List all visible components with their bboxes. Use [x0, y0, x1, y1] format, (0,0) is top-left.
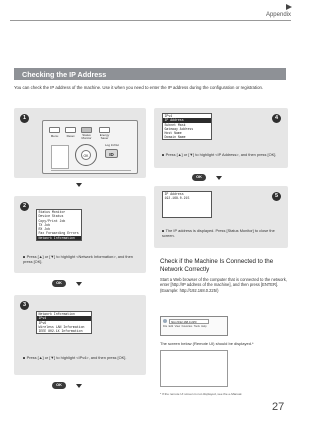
browser-menu-bar	[163, 325, 227, 328]
menu-key	[49, 127, 60, 133]
step2-number: 2	[20, 202, 29, 211]
section-body: Start a Web browser of the computer that is connected to the network, enter [http://IP address of the machine], and then press [ENTER]. (Example: http://192.168.0.225/)	[160, 277, 287, 293]
step1-number: 1	[20, 114, 29, 123]
step3-lcd-screen	[36, 311, 92, 334]
browser-menu-item: Favorites	[181, 325, 193, 328]
step1-down-arrow-icon	[76, 183, 82, 187]
browser-window-illustration	[160, 316, 228, 336]
step4-instruction	[162, 152, 282, 157]
lcd-row-ip-value: 192.168.0.215	[164, 196, 190, 201]
lcd-row-highlighted: Network Information	[37, 236, 81, 240]
lcd-row: Copy/Print Job	[38, 218, 66, 223]
lcd-row: Host Name	[164, 131, 182, 136]
bullet-icon	[162, 154, 164, 156]
section-heading: Check if the Machine Is Connected to the Network Correctly	[160, 258, 274, 273]
browser-address-bar: http://192.168.0.225/	[169, 319, 209, 324]
remote-ui-screen-placeholder	[160, 350, 228, 387]
step4-panel	[154, 108, 288, 168]
ok-key-icon: OK	[52, 280, 66, 287]
browser-back-icon	[163, 319, 167, 323]
step4-number: 4	[272, 114, 281, 123]
lcd-row: Gateway Address	[164, 126, 194, 131]
lcd-row: Fax Forwarding Errors	[38, 231, 79, 236]
step4-lcd-screen	[162, 113, 212, 140]
step2-instruction	[23, 254, 141, 264]
lcd-row: Wireless LAN Information	[38, 324, 85, 329]
step4-down-arrow-icon	[216, 176, 222, 180]
lcd-row: IP Address	[164, 192, 184, 196]
step5-panel	[154, 186, 288, 248]
log-in-out-label: Log In/Out	[104, 143, 119, 147]
reset-key	[65, 127, 76, 133]
reset-key-label: Reset	[66, 134, 75, 138]
step3-panel	[14, 295, 146, 375]
step5-lcd-screen	[162, 191, 212, 218]
section-label: Appendix	[265, 12, 291, 18]
step3-instruction	[23, 355, 141, 360]
bullet-icon	[162, 230, 164, 232]
lcd-row: IEEE 802.1X Information	[38, 329, 83, 334]
lcd-row-highlighted: IPv4	[37, 316, 91, 320]
step3-note: Press [▲] or [▼] to highlight <IPv4>, and then press [OK].	[26, 355, 127, 360]
intro-paragraph: You can check the IP address of the machine. Use it when you need to enter the IP address during the configuration or registration.	[14, 85, 264, 90]
step1-panel	[14, 108, 146, 178]
footnote: * If the remote UI screen is not displayed, see the e-Manual.	[160, 392, 243, 396]
page-number: 27	[272, 401, 285, 413]
browser-menu-item: File	[163, 325, 168, 328]
step2-note: Press [▲] or [▼] to highlight <Network Information>, and then press [OK].	[23, 254, 133, 264]
browser-menu-item: Edit	[168, 325, 174, 328]
operation-panel-illustration	[42, 120, 138, 174]
browser-menu-item: Help	[201, 325, 207, 328]
step3-number: 3	[20, 301, 29, 310]
lcd-row: Network Information	[38, 312, 75, 316]
step2-down-arrow-icon	[76, 282, 82, 286]
panel-edge	[51, 170, 131, 171]
numeric-keypad-icon	[51, 145, 69, 169]
menu-key-label: Menu	[50, 134, 59, 138]
bullet-icon	[23, 357, 25, 359]
status-monitor-key-label: Status Monitor	[81, 133, 92, 141]
lcd-row: IPv6	[38, 320, 47, 325]
id-key: ID	[105, 149, 118, 158]
lcd-row: IPv4	[164, 114, 173, 118]
page-title: Checking the IP Address	[22, 70, 107, 79]
browser-menu-item: View	[174, 325, 181, 328]
lcd-row: Device Status	[38, 214, 64, 219]
lcd-row: RX Job	[38, 227, 50, 232]
step2-panel	[14, 196, 146, 273]
step5-note: The IP address is displayed. Press [Status Monitor] to close the screen.	[162, 228, 275, 238]
ok-key-icon: OK	[192, 174, 206, 181]
lcd-row: TX Job	[38, 222, 50, 227]
ok-key: OK	[81, 150, 91, 160]
bullet-icon	[23, 256, 25, 258]
energy-saver-key-label: Energy Saver	[99, 133, 110, 141]
next-page-arrow-icon	[286, 4, 292, 10]
header-divider	[10, 20, 291, 21]
step5-number: 5	[272, 192, 281, 201]
step4-note: Press [▲] or [▼] to highlight <IP Address>, and then press [OK].	[165, 152, 277, 157]
step3-down-arrow-icon	[76, 384, 82, 388]
ok-key-icon: OK	[52, 382, 66, 389]
remote-ui-caption: The screen below (Remote UI) should be displayed.*	[160, 341, 254, 346]
step5-instruction	[162, 228, 282, 238]
lcd-row-highlighted: IP Address	[163, 118, 211, 122]
lcd-row: Status Monitor	[38, 210, 66, 214]
lcd-row: Subnet Mask	[164, 122, 186, 127]
browser-menu-item: Tools	[193, 325, 200, 328]
step2-lcd-screen	[36, 209, 82, 241]
lcd-row: Domain Name	[164, 135, 186, 140]
